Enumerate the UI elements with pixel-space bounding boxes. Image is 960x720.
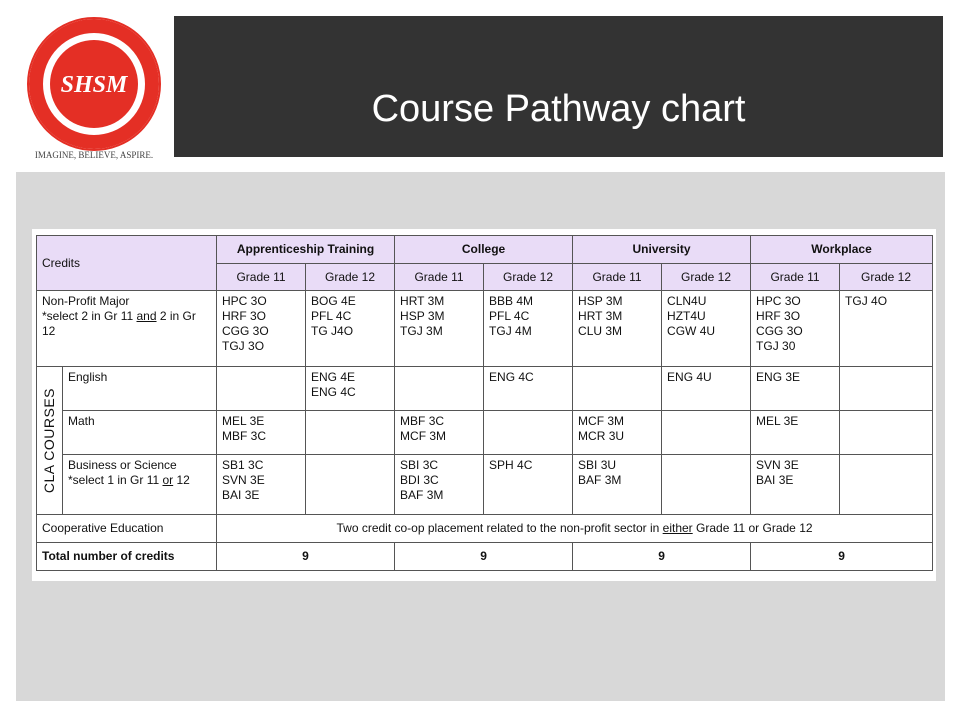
nonprofit-label-line1: Non-Profit Major bbox=[42, 294, 130, 308]
pathway-header-workplace: Workplace bbox=[751, 236, 933, 264]
table-row-math bbox=[37, 411, 933, 455]
course-cell bbox=[306, 291, 395, 367]
course-cell bbox=[840, 291, 933, 367]
pathway-header-university: University bbox=[573, 236, 751, 264]
course-cell bbox=[306, 455, 395, 515]
course-code: ENG 4U bbox=[667, 370, 712, 384]
course-code: BBB 4M bbox=[489, 294, 534, 308]
course-code: TGJ 3O bbox=[222, 339, 265, 353]
table-row-english bbox=[37, 367, 933, 411]
course-cell bbox=[484, 411, 573, 455]
course-cell bbox=[662, 411, 751, 455]
nonprofit-label bbox=[37, 291, 217, 367]
math-label: Math bbox=[63, 411, 217, 455]
business-label-post: 12 bbox=[173, 473, 190, 487]
business-label-line1: Business or Science bbox=[68, 458, 177, 472]
course-code: TGJ 3M bbox=[400, 324, 443, 338]
course-code: PFL 4C bbox=[311, 309, 352, 323]
course-code: ENG 4E bbox=[311, 370, 356, 384]
course-code: BDI 3C bbox=[400, 473, 439, 487]
course-code: PFL 4C bbox=[489, 309, 530, 323]
course-code: MEL 3E bbox=[222, 414, 265, 428]
total-credits-apprenticeship: 9 bbox=[217, 543, 395, 571]
total-credits-university: 9 bbox=[573, 543, 751, 571]
nonprofit-label-and: and bbox=[136, 309, 157, 323]
grade-header: Grade 11 bbox=[217, 264, 306, 291]
title-bar bbox=[174, 16, 943, 157]
course-code: CLN4U bbox=[667, 294, 707, 308]
header-row-pathways bbox=[37, 236, 933, 264]
course-code: HRT 3M bbox=[578, 309, 623, 323]
course-code: TGJ 30 bbox=[756, 339, 796, 353]
course-code: HSP 3M bbox=[578, 294, 623, 308]
course-cell bbox=[484, 367, 573, 411]
slide-title: Course Pathway chart bbox=[371, 88, 746, 130]
business-label bbox=[63, 455, 217, 515]
course-code: HPC 3O bbox=[222, 294, 267, 308]
grade-header: Grade 11 bbox=[573, 264, 662, 291]
grade-header: Grade 12 bbox=[662, 264, 751, 291]
table-row-coop bbox=[37, 515, 933, 543]
course-code: CGG 3O bbox=[222, 324, 269, 338]
course-code: CGW 4U bbox=[667, 324, 716, 338]
grade-header: Grade 11 bbox=[395, 264, 484, 291]
credits-header: Credits bbox=[37, 236, 217, 291]
grade-header: Grade 11 bbox=[751, 264, 840, 291]
course-cell bbox=[484, 291, 573, 367]
course-pathway-table bbox=[36, 235, 933, 571]
course-cell bbox=[662, 291, 751, 367]
course-cell bbox=[306, 367, 395, 411]
course-code: HRF 3O bbox=[756, 309, 801, 323]
course-cell bbox=[840, 411, 933, 455]
course-code: TGJ 4M bbox=[489, 324, 532, 338]
course-code: MCF 3M bbox=[400, 429, 447, 443]
cla-courses-label-cell bbox=[37, 367, 63, 515]
course-code: HZT4U bbox=[667, 309, 706, 323]
course-cell bbox=[573, 455, 662, 515]
grade-header: Grade 12 bbox=[484, 264, 573, 291]
table-row-business bbox=[37, 455, 933, 515]
course-code: TGJ 4O bbox=[845, 294, 888, 308]
coop-text-either: either bbox=[662, 521, 693, 535]
pathway-header-apprenticeship: Apprenticeship Training bbox=[217, 236, 395, 264]
course-cell bbox=[840, 455, 933, 515]
course-code: SBI 3C bbox=[400, 458, 439, 472]
course-code: MCF 3M bbox=[578, 414, 625, 428]
course-cell bbox=[395, 411, 484, 455]
course-cell bbox=[751, 455, 840, 515]
english-label: English bbox=[63, 367, 217, 411]
course-cell bbox=[217, 367, 306, 411]
course-code: BAF 3M bbox=[578, 473, 622, 487]
total-credits-workplace: 9 bbox=[751, 543, 933, 571]
course-code: CGG 3O bbox=[756, 324, 803, 338]
shsm-logo-graphic bbox=[16, 14, 178, 162]
course-code: SBI 3U bbox=[578, 458, 617, 472]
table-row-total bbox=[37, 543, 933, 571]
grade-header: Grade 12 bbox=[306, 264, 395, 291]
pathway-header-college: College bbox=[395, 236, 573, 264]
course-code: BOG 4E bbox=[311, 294, 356, 308]
course-code: SVN 3E bbox=[222, 473, 265, 487]
course-code: MBF 3C bbox=[222, 429, 267, 443]
course-code: TG J4O bbox=[311, 324, 354, 338]
total-credits-label: Total number of credits bbox=[37, 543, 217, 571]
course-cell bbox=[484, 455, 573, 515]
business-label-or: or bbox=[162, 473, 174, 487]
course-cell bbox=[395, 455, 484, 515]
coop-text-pre: Two credit co-op placement related to the non-profit sector in bbox=[336, 521, 663, 535]
course-cell bbox=[751, 411, 840, 455]
course-cell bbox=[751, 367, 840, 411]
course-code: SB1 3C bbox=[222, 458, 264, 472]
course-cell bbox=[217, 455, 306, 515]
logo-abbrev: SHSM bbox=[60, 72, 128, 98]
shsm-logo bbox=[16, 14, 178, 162]
course-code: MCR 3U bbox=[578, 429, 625, 443]
cla-courses-label: CLA COURSES bbox=[41, 387, 57, 494]
course-cell bbox=[662, 367, 751, 411]
course-cell bbox=[395, 291, 484, 367]
course-cell bbox=[217, 411, 306, 455]
coop-text-post: Grade 11 or Grade 12 bbox=[692, 521, 813, 535]
course-code: BAI 3E bbox=[756, 473, 794, 487]
nonprofit-label-post: 2 in Gr 12 bbox=[42, 309, 196, 338]
coop-label: Cooperative Education bbox=[37, 515, 217, 543]
course-code: CLU 3M bbox=[578, 324, 623, 338]
course-cell bbox=[573, 291, 662, 367]
grade-header: Grade 12 bbox=[840, 264, 933, 291]
course-code: SPH 4C bbox=[489, 458, 533, 472]
course-cell bbox=[573, 367, 662, 411]
logo-tagline: IMAGINE, BELIEVE, ASPIRE. bbox=[34, 150, 154, 160]
course-cell bbox=[573, 411, 662, 455]
course-code: MEL 3E bbox=[756, 414, 799, 428]
course-code: HSP 3M bbox=[400, 309, 445, 323]
course-code: HRF 3O bbox=[222, 309, 267, 323]
course-code: BAF 3M bbox=[400, 488, 444, 502]
course-cell bbox=[751, 291, 840, 367]
course-code: HRT 3M bbox=[400, 294, 445, 308]
course-code: ENG 4C bbox=[489, 370, 534, 384]
course-code: BAI 3E bbox=[222, 488, 260, 502]
course-cell bbox=[395, 367, 484, 411]
course-code: SVN 3E bbox=[756, 458, 799, 472]
course-cell bbox=[840, 367, 933, 411]
course-cell bbox=[662, 455, 751, 515]
course-code: ENG 4C bbox=[311, 385, 356, 399]
course-cell bbox=[306, 411, 395, 455]
table-row-nonprofit bbox=[37, 291, 933, 367]
course-cell bbox=[217, 291, 306, 367]
course-code: MBF 3C bbox=[400, 414, 445, 428]
business-label-pre: *select 1 in Gr 11 bbox=[68, 473, 163, 487]
total-credits-college: 9 bbox=[395, 543, 573, 571]
nonprofit-label-pre: *select 2 in Gr 11 bbox=[42, 309, 137, 323]
course-pathway-table-wrapper bbox=[32, 229, 936, 581]
coop-description bbox=[217, 515, 933, 543]
course-code: ENG 3E bbox=[756, 370, 801, 384]
course-code: HPC 3O bbox=[756, 294, 801, 308]
